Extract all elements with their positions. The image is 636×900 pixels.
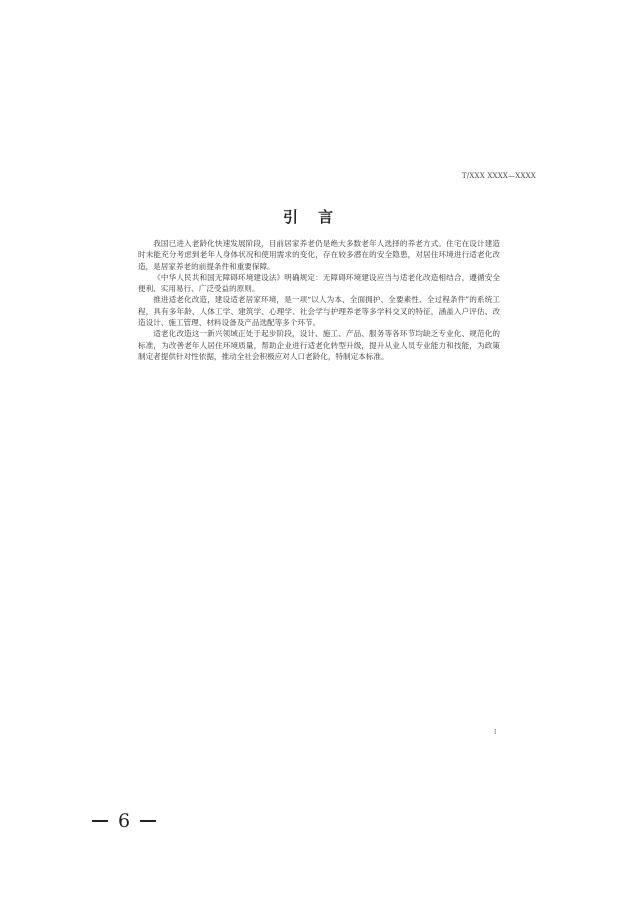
paragraph: 我国已进入老龄化快速发展阶段，目前居家养老仍是绝大多数老年人选择的养老方式。住宅在设计建造时未能充分考虑到老年人身体状况和使用需求的变化，存在较多潜在的安全隐患，对居住环境进行适老化改造，是居家养老的前提条件和重要保障。 <box>138 239 500 271</box>
right-dash <box>140 820 156 821</box>
footer-page-number <box>92 810 156 832</box>
paragraph: 《中华人民共和国无障碍环境建设法》明确规定：无障碍环境建设应当与适老化改造相结合，遵循安全便利、实用易行、广泛受益的原则。 <box>138 272 500 294</box>
document-code: T/XXX XXXX—XXXX <box>461 172 536 180</box>
paragraph: 适老化改造这一新兴领域正处于起步阶段，设计、施工、产品、服务等各环节均缺乏专业化、规范化的标准，为改善老年人居住环境质量，帮助企业进行适老化转型升级，提升从业人员专业能力和技能，为政策制定者提供针对性依据，推动全社会积极应对人口老龄化，特制定本标准。 <box>138 329 500 361</box>
section-title: 引言 <box>282 208 353 226</box>
left-dash <box>92 820 108 821</box>
paragraph: 推进适老化改造，建设适老居家环境，是一项“以人为本、全面拥护、全要素性、全过程条件”的系统工程，具有多年龄、人体工学、建筑学、心理学、社会学与护理养老等多学科交叉的特征，涵盖入户评估、改造设计、施工管理、材料设备及产品选配等多个环节。 <box>138 295 500 328</box>
introduction-body <box>138 238 500 362</box>
inner-page-number: I <box>494 729 497 736</box>
page-number: 6 <box>118 810 131 832</box>
